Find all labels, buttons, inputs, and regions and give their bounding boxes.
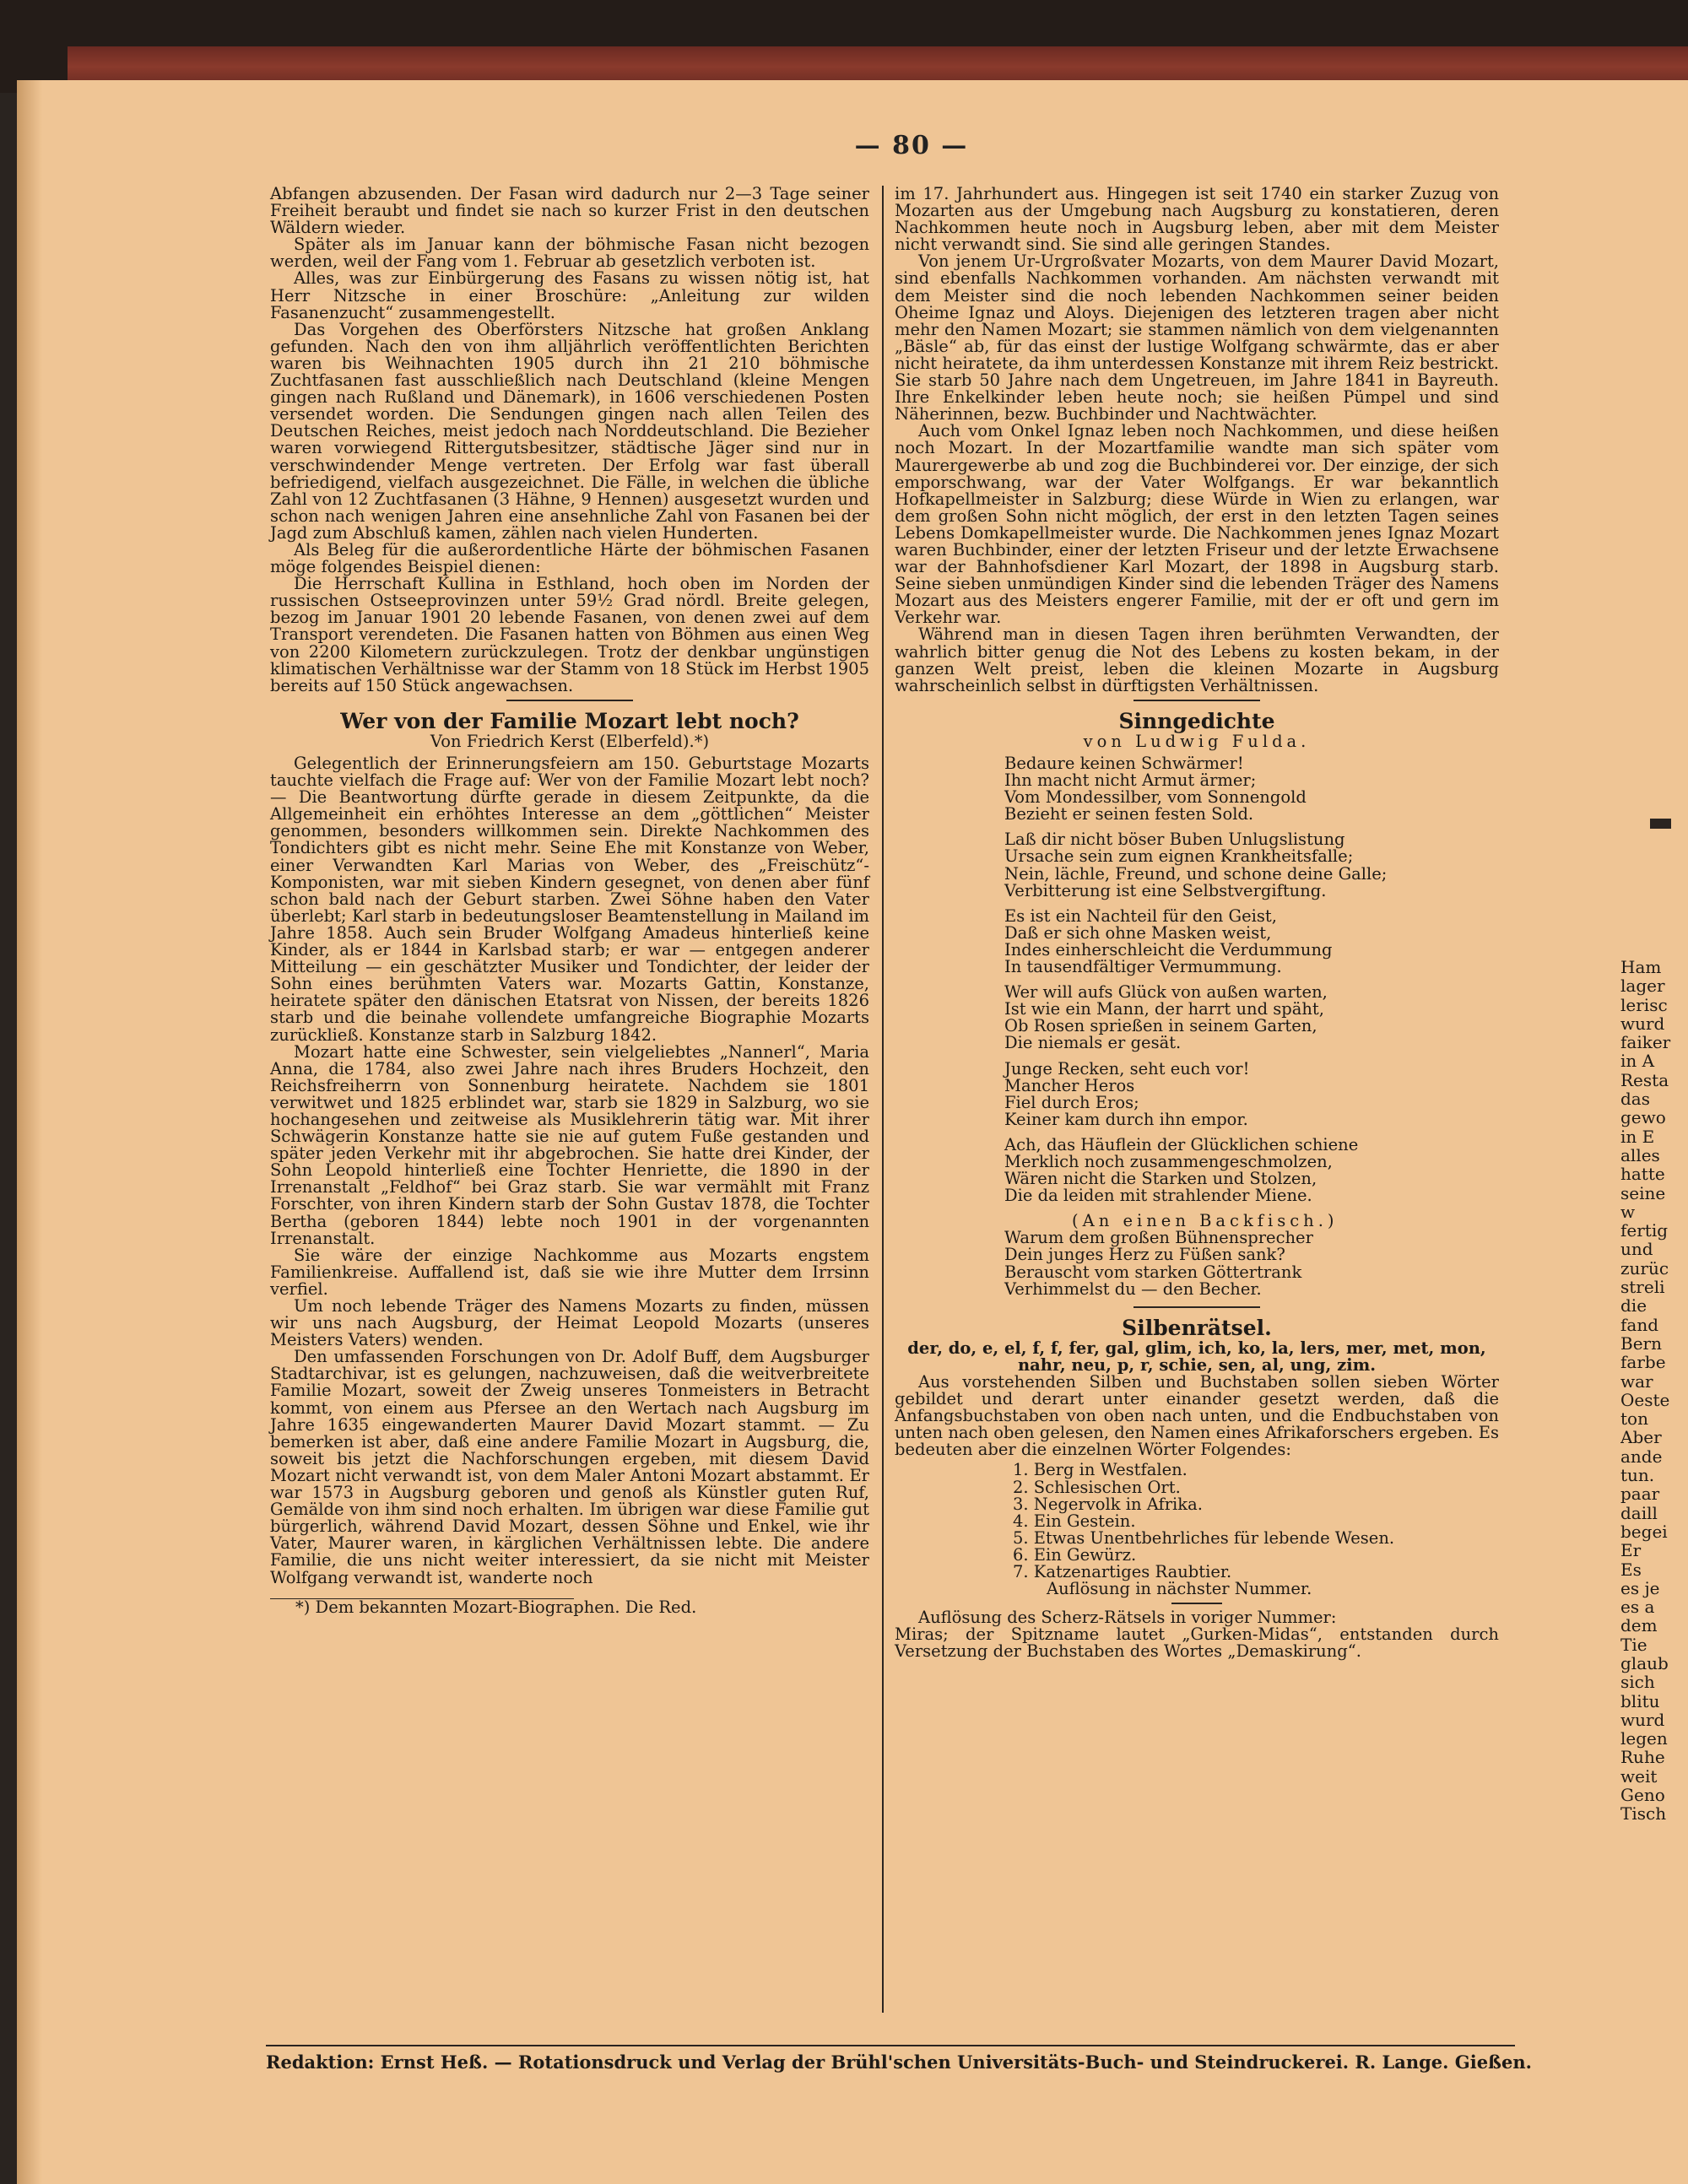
- poem-stanza-backfisch: [1004, 1213, 1499, 1297]
- riddle-syllables: der, do, e, el, f, f, fer, gal, glim, ich, ko, la, lers, mer, met, mon, nahr, neu, p, r, schie, sen, al, ung, zim.: [907, 1338, 1486, 1375]
- adjacent-fragment: dem: [1620, 1615, 1658, 1636]
- adjacent-fragment: es a: [1620, 1597, 1655, 1618]
- poem-line: In tausendfältiger Vermummung.: [1004, 957, 1282, 977]
- poem-stanza: [1004, 984, 1499, 1051]
- adjacent-fragment: gewo: [1620, 1107, 1666, 1128]
- footnote: [270, 1597, 697, 1617]
- adjacent-fragment: Bern: [1620, 1333, 1662, 1354]
- poem-line: Die niemals er gesät.: [1004, 1033, 1182, 1053]
- mozart-article-byline: Von Friedrich Kerst (Elberfeld).*): [430, 731, 710, 751]
- adjacent-fragment: tun.: [1620, 1465, 1655, 1486]
- adjacent-fragment: Tie: [1620, 1634, 1647, 1655]
- poem-line: Merklich noch zusammengeschmolzen,: [1004, 1151, 1333, 1171]
- article-paragraph: im 17. Jahrhundert aus. Hingegen ist seit 1740 ein starker Zuzug von Mozarten aus der Umgebung nach Augsburg zu konstatieren, deren Nachkommen heute noch in Augsburg leben, aber mit dem Meister nicht verwandt sind. Sie sind alle geringen Standes.: [895, 184, 1499, 255]
- riddle-item: 6. Ein Gewürz.: [1013, 1544, 1137, 1565]
- adjacent-fragment: ande: [1620, 1446, 1663, 1467]
- intro-paragraph: Als Beleg für die außerordentliche Härte der böhmischen Fasanen möge folgendes Beispiel dienen:: [270, 539, 869, 577]
- adjacent-fragment: fertig: [1620, 1220, 1669, 1241]
- poem-line: Junge Recken, seht euch vor!: [1004, 1058, 1250, 1078]
- riddle-note: Auflösung in nächster Nummer.: [1047, 1579, 1312, 1599]
- riddle-item: 4. Ein Gestein.: [1013, 1511, 1136, 1531]
- poem-stanza: [1004, 905, 1499, 977]
- adjacent-fragment: begei: [1620, 1521, 1668, 1542]
- column-divider: [882, 186, 884, 2013]
- poem-line: Ob Rosen sprießen in seinem Garten,: [1004, 1016, 1317, 1036]
- mozart-article-title: Wer von der Familie Mozart lebt noch?: [340, 708, 799, 733]
- intro-paragraph: Das Vorgehen des Oberförsters Nitzsche hat großen Anklang gefunden. Nach den von ihm alljährlich veröffentlichten Berichten waren bis Weihnachten 1905 durch ihn 21 210 böhmische Zuchtfasanen fast ausschließlich nach Deutschland (kleine Mengen gingen nach Rußland und Dänemark), in 1606 verschiedenen Posten versendet worden. Die Sendungen gingen nach allen Teilen des Deutschen Reiches, meist jedoch nach Norddeutschland. Die Bezieher waren vorwiegend Rittergutsbesitzer, städtische Jäger sind nur in verschwindender Menge vertreten. Der Erfolg war fast überall befriedigend, vielfach ausgezeichnet. Die Fälle, in welchen die übliche Zahl von 12 Zuchtfasanen (3 Hähne, 9 Hennen) ausgesetzt wurden und schon nach wenigen Jahren eine ansehnliche Zahl von Fasanen bei der Jagd zum Abschluß kamen, zählen nach vielen Hunderten.: [270, 319, 869, 543]
- newspaper-page: [17, 80, 1688, 2184]
- adjacent-fragment: Ruhe: [1620, 1747, 1665, 1768]
- adjacent-fragment: lerisc: [1620, 994, 1668, 1015]
- left-column: [270, 186, 869, 1616]
- intro-paragraph: Alles, was zur Einbürgerung des Fasans zu wissen nötig ist, hat Herr Nitzsche in einer Broschüre: „Anleitung zur wilden Fasanenzucht“ zusammengestellt.: [270, 268, 869, 322]
- adjacent-fragment: farbe: [1620, 1352, 1666, 1373]
- poem-line: Die da leiden mit strahlender Miene.: [1004, 1186, 1312, 1206]
- poem-line: Mancher Heros: [1004, 1075, 1135, 1095]
- adjacent-fragment: und: [1620, 1239, 1653, 1260]
- riddle-item: 7. Katzenartiges Raubtier.: [1013, 1562, 1232, 1582]
- poem-stanza: [1004, 831, 1499, 899]
- article-paragraph: Den umfassenden Forschungen von Dr. Adolf Buff, dem Augsburger Stadtarchivar, ist es gelungen, nachzuweisen, daß die weitverbreitete Familie Mozart, soweit der Zweig unseres Tonmeisters in Betracht kommt, von einem aus Pfersee an den Wertach nach Augsburg im Jahre 1635 eingewanderten Maurer David Mozart stammt. — Zu bemerken ist aber, daß eine andere Familie Mozart in Augsburg, die, soweit bis jetzt die Nachforschungen ergeben, mit diesem David Mozart nicht verwandt ist, von dem Maler Antoni Mozart abstammt. Er war 1573 in Augsburg geboren und genoß als Künstler guten Ruf, Gemälde von ihm sind noch erhalten. Im übrigen war diese Familie gut bürgerlich, während David Mozart, dessen Söhne und Enkel, wie ihr Vater, Maurer waren, in kärglichen Verhältnissen lebte. Die andere Familie, die uns nicht weiter interessiert, da sie nicht mit Meister Wolfgang verwandt ist, wanderte noch: [270, 1347, 869, 1587]
- poem-line: Keiner kam durch ihn empor.: [1004, 1109, 1248, 1129]
- adjacent-fragment: Er: [1620, 1540, 1642, 1561]
- poem-line: Bezieht er seinen festen Sold.: [1004, 804, 1254, 824]
- poem-title: Sinngedichte: [1118, 708, 1275, 733]
- adjacent-fragment: ton: [1620, 1408, 1648, 1430]
- poem-line: Verhimmelst du — den Becher.: [1004, 1279, 1262, 1299]
- article-paragraph: Während man in diesen Tagen ihren berühmten Verwandten, der wahrlich bitter genug die Not des Lebens zu kosten bekam, in der ganzen Welt preist, leben die kleinen Mozarte in Augsburg wahrscheinlich selbst in dürftigsten Verhältnissen.: [895, 624, 1499, 695]
- adjacent-fragment: es je: [1620, 1577, 1660, 1598]
- adjacent-fragment: sich: [1620, 1672, 1655, 1693]
- poem-line: Ach, das Häuflein der Glücklichen schiene: [1004, 1134, 1359, 1154]
- poem-line: Warum dem großen Bühnensprecher: [1004, 1228, 1313, 1248]
- adjacent-fragment: Oeste: [1620, 1389, 1670, 1410]
- intro-paragraph: Die Herrschaft Kullina in Esthland, hoch oben im Norden der russischen Ostseeprovinzen unter 59½ Grad nördl. Breite gelegen, bezog im Januar 1901 20 lebende Fasanen, von denen zwei auf dem Transport verendeten. Die Fasanen hatten von Böhmen aus einen Weg von 2200 Kilometern zurückzulegen. Trotz der denkbar ungünstigen klimatischen Verhältnisse war der Stamm von 18 Stück im Herbst 1905 bereits auf 150 Stück angewachsen.: [270, 574, 869, 695]
- adjacent-fragment: legen: [1620, 1728, 1668, 1749]
- adjacent-fragment: lager: [1620, 976, 1665, 997]
- poem-line: Fiel durch Eros;: [1004, 1092, 1139, 1112]
- section-rule: [1133, 1306, 1260, 1308]
- poem-line: Ihn macht nicht Armut ärmer;: [1004, 770, 1257, 791]
- poem-line: Ursache sein zum eignen Krankheitsfalle;: [1004, 846, 1354, 867]
- riddle-list: [1013, 1462, 1499, 1597]
- riddle-title: Silbenrätsel.: [1122, 1315, 1272, 1340]
- riddle-intro: Aus vorstehenden Silben und Buchstaben sollen sieben Wörter gebildet und derart unter einander gesetzt werden, daß die Anfangsbuchstaben von oben nach unten, und die Endbuchstaben von unten nach oben gelesen, den Namen eines Afrikaforschers ergeben. Es bedeuten aber die einzelnen Wörter Folgendes:: [895, 1372, 1499, 1460]
- adjacent-fragment: w: [1620, 1201, 1636, 1222]
- adjacent-fragment: glaub: [1620, 1652, 1669, 1673]
- poem-line: Daß er sich ohne Masken weist,: [1004, 922, 1272, 943]
- adjacent-fragment: die: [1620, 1295, 1647, 1316]
- poem-line: Indes einherschleicht die Verdummung: [1004, 939, 1333, 960]
- right-column: [895, 186, 1499, 1661]
- riddle-item: 3. Negervolk in Afrika.: [1013, 1494, 1203, 1514]
- poem-line: Bedaure keinen Schwärmer!: [1004, 754, 1244, 773]
- adjacent-page-column: [1620, 958, 1671, 1824]
- adjacent-fragment: daill: [1620, 1502, 1658, 1523]
- poem-line: Ist wie ein Mann, der harrt und späht,: [1004, 999, 1324, 1019]
- poem-line: Berauscht vom starken Göttertrank: [1004, 1262, 1302, 1282]
- poem-line: Vom Mondessilber, vom Sonnengold: [1004, 787, 1307, 808]
- riddle-item: 1. Berg in Westfalen.: [1013, 1460, 1188, 1480]
- poem-line: Wären nicht die Starken und Stolzen,: [1004, 1169, 1317, 1189]
- adjacent-fragment: Es: [1620, 1559, 1642, 1580]
- article-paragraph: Gelegentlich der Erinnerungsfeiern am 150. Geburtstage Mozarts tauchte vielfach die Frage auf: Wer von der Familie Mozart lebt noch? — Die Beantwortung dürfte gerade in diesem Zeitpunkte, da die Allgemeinheit ein erhöhtes Interesse an dem „göttlichen“ Meister genommen, besonders willkommen sein. Direkte Nachkommen des Tondichters gibt es nicht mehr. Seine Ehe mit Konstanze von Weber, einer Verwandten Karl Marias von Weber, des „Freischütz“-Komponisten, war mit sieben Kindern gesegnet, von denen aber fünf schon bald nach der Geburt starben. Zwei Söhne haben den Vater überlebt; Karl starb in bedeutungsloser Beamtenstellung in Mailand im Jahre 1858. Auch sein Bruder Wolfgang Amadeus hinterließ keine Kinder, als er 1844 in Karlsbad starb; er war — entgegen anderer Mitteilung — ein geschätzter Musiker und Tondichter, der leider der Sohn eines berühmten Vaters war. Mozarts Gattin, Konstanze, heiratete später den dänischen Etatsrat von Nissen, der bereits 1826 starb und die beinahe vollendete umfangreiche Biographie Mozarts zurückließ. Konstanze starb in Salzburg 1842.: [270, 754, 869, 1045]
- poem-subheading: (An einen Backfisch.): [1072, 1211, 1339, 1231]
- article-paragraph: Von jenem Ur-Urgroßvater Mozarts, von dem Maurer David Mozart, sind ebenfalls Nachkommen vorhanden. Am nächsten verwandt mit dem Meister sind die noch lebenden Nachkommen seiner beiden Oheime Ignaz und Aloys. Diejenigen des letzteren tragen aber nicht mehr den Namen Mozart; sie stammen nämlich von dem vielgenannten „Bäsle“ ab, für das einst der lustige Wolfgang schwärmte, das er aber nicht heiratete, da ihm unterdessen Konstanze mit ihrem Reiz bestrickt. Sie starb 50 Jahre nach dem Ungetreuen, im Jahre 1841 in Bayreuth. Ihre Enkelkinder leben heute noch; sie heißen Pümpel und sind Näherinnen, bezw. Buchbinder und Nachtwächter.: [895, 251, 1499, 424]
- imprint-footer: Redaktion: Ernst Heß. — Rotationsdruck und Verlag der Brühl'schen Universitäts-Buch- und Steindruckerei. R. Lange. Gießen.: [266, 2045, 1515, 2073]
- adjacent-fragment: alles: [1620, 1144, 1660, 1165]
- section-rule: [1133, 700, 1260, 701]
- adjacent-fragment: Tisch: [1620, 1803, 1667, 1824]
- adjacent-fragment: paar: [1620, 1484, 1660, 1505]
- article-paragraph: Auch vom Onkel Ignaz leben noch Nachkommen, und diese heißen noch Mozart. In der Mozartfamilie wandte man sich später vom Maurergewerbe ab und zog die Buchbinderei vor. Der einzige, der sich emporschwang, war der Vater Wolfgangs. Er war bekanntlich Hofkapellmeister in Salzburg; diese Würde in Wien zu erlangen, war dem großen Sohn nicht möglich, der erst in den letzten Tagen seines Lebens Domkapellmeister wurde. Die Nachkommen jenes Ignaz Mozart waren Buchbinder, einer der letzten Friseur und der letzte Erwachsene war der Bahnhofsdiener Karl Mozart, der 1898 in Augsburg starb. Seine sieben unmündigen Kinder sind die lebenden Träger des Namens Mozart aus des Meisters engerer Familie, mit der er oft und gern im Verkehr war.: [895, 421, 1499, 628]
- poem-line: Dein junges Herz zu Füßen sank?: [1004, 1245, 1285, 1265]
- adjacent-fragment: war: [1620, 1370, 1653, 1392]
- poem-stanza: [1004, 1058, 1499, 1129]
- adjacent-fragment: streli: [1620, 1277, 1665, 1298]
- adjacent-fragment: seine: [1620, 1182, 1666, 1203]
- footnote-text: *) Dem bekannten Mozart-Biographen. Die Red.: [295, 1597, 697, 1617]
- riddle-item: 2. Schlesischen Ort.: [1013, 1477, 1181, 1497]
- page-gutter-shadow: [17, 80, 42, 2184]
- adjacent-fragment: blitu: [1620, 1690, 1660, 1711]
- section-rule: [1171, 1603, 1222, 1604]
- adjacent-fragment: wurd: [1620, 1013, 1665, 1034]
- poem-line: Verbitterung ist eine Selbstvergiftung.: [1004, 880, 1327, 900]
- intro-paragraph: Später als im Januar kann der böhmische Fasan nicht bezogen werden, weil der Fang vom 1. Februar ab gesetzlich verboten ist.: [270, 235, 869, 272]
- poem-byline: von Ludwig Fulda.: [1083, 731, 1311, 751]
- poem-stanza: [1004, 755, 1499, 823]
- poem-line: Wer will aufs Glück von außen warten,: [1004, 982, 1328, 1003]
- section-rule: [506, 700, 633, 701]
- adjacent-fragment: Ham: [1620, 958, 1662, 977]
- adjacent-fragment: wurd: [1620, 1709, 1665, 1730]
- riddle-item: 5. Etwas Unentbehrliches für lebende Wesen.: [1013, 1527, 1395, 1548]
- article-paragraph: Mozart hatte eine Schwester, sein vielgeliebtes „Nannerl“, Maria Anna, die 1784, also zwei Jahre nach ihres Bruders Hochzeit, den Reichsfreiherrn von Sonnenburg heiratete. Nachdem sie 1801 verwitwet und 1825 erblindet war, starb sie 1829 in Salzburg, wo sie hochangesehen und zeitweise als Musiklehrerin tätig war. Mit ihrer Schwägerin Konstanze hatte sie nie auf gutem Fuße gestanden und später jeden Verkehr mit ihr abgebrochen. Sie hatte drei Kinder, der Sohn Leopold hinterließ eine Tochter Henriette, die 1890 in der Irrenanstalt „Feldhof“ bei Graz starb. Sie war vermählt mit Franz Forschter, von ihren Kindern starb der Sohn Gustav 1878, die Tochter Bertha (geboren 1844) lebte noch 1901 in der vorgenannten Irrenanstalt.: [270, 1041, 869, 1248]
- adjacent-fragment: in A: [1620, 1051, 1655, 1072]
- adjacent-fragment: zurüc: [1620, 1257, 1669, 1279]
- poem-line: Laß dir nicht böser Buben Unlugslistung: [1004, 830, 1345, 850]
- poem-line: Nein, lächle, Freund, und schone deine Galle;: [1004, 863, 1388, 884]
- article-paragraph: Um noch lebende Träger des Namens Mozarts zu finden, müssen wir uns nach Augsburg, der Heimat Leopold Mozarts (unseres Meisters Vaters) wenden.: [270, 1296, 869, 1350]
- page-number: — 80 —: [854, 131, 969, 160]
- poem: [1004, 755, 1499, 1298]
- poem-stanza: [1004, 1134, 1499, 1206]
- solution-text: Miras; der Spitzname lautet „Gurken-Midas“, entstanden durch Versetzung der Buchstaben des Wortes „Demaskirung“.: [895, 1624, 1499, 1662]
- adjacent-fragment: Geno: [1620, 1785, 1665, 1806]
- adjacent-fragment: Resta: [1620, 1069, 1669, 1090]
- solution-heading: Auflösung des Scherz-Rätsels in voriger Nummer:: [918, 1608, 1337, 1628]
- adjacent-fragment: weit: [1620, 1765, 1658, 1787]
- adjacent-fragment: fand: [1620, 1314, 1659, 1335]
- adjacent-fragment: hatte: [1620, 1164, 1665, 1185]
- adjacent-fragment: faiker: [1620, 1032, 1671, 1053]
- adjacent-page-mark: [1650, 819, 1671, 829]
- article-paragraph: Sie wäre der einzige Nachkomme aus Mozarts engstem Familienkreise. Auffallend ist, daß sie wie ihre Mutter dem Irrsinn verfiel.: [270, 1245, 869, 1299]
- adjacent-fragment: in E: [1620, 1126, 1655, 1147]
- poem-line: Es ist ein Nachteil für den Geist,: [1004, 905, 1277, 926]
- adjacent-fragment: Aber: [1620, 1427, 1662, 1448]
- intro-paragraph: Abfangen abzusenden. Der Fasan wird dadurch nur 2—3 Tage seiner Freiheit beraubt und findet sie nach so kurzer Frist in den deutschen Wäldern wieder.: [270, 184, 869, 238]
- adjacent-fragment: das: [1620, 1089, 1650, 1110]
